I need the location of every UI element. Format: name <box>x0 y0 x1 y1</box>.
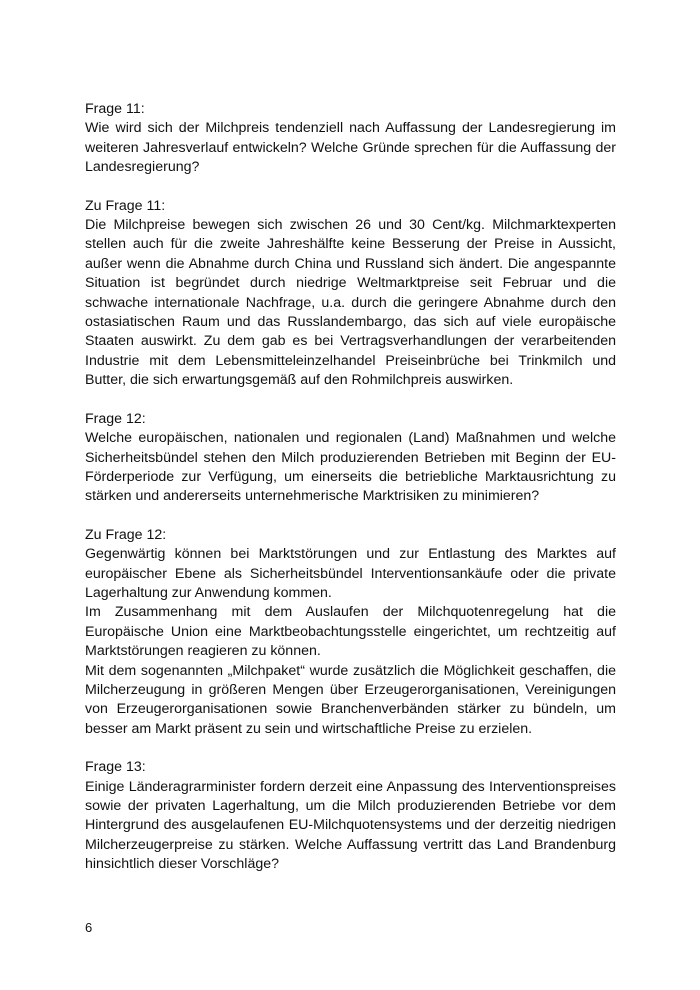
answer-11-heading: Zu Frage 11: <box>85 197 166 214</box>
answer-12-text-3: Mit dem sogenannten „Milchpaket“ wurde zusätzlich die Möglichkeit geschaffen, die Milcherzeugung in größeren Mengen über Erzeugerorganisationen, Vereinigungen von Erzeugerorganisationen sowie Branchenverbänden stärker zu bündeln, um besser am Markt präsent zu sein und wirtschaftliche Preise zu erzielen. <box>85 662 616 737</box>
question-13-text: Einige Länderagrarminister fordern derzeit eine Anpassung des Interventionspreises sowie der privaten Lagerhaltung, um die Milch produzierenden Betriebe vor dem Hintergrund des ausgelaufenen EU-Milchquotensystems und der derzeitig niedrigen Milcherzeugerpreise zu stärken. Welche Auffassung vertritt das Land Brandenburg hinsichtlich dieser Vorschläge? <box>85 778 616 873</box>
question-11-heading: Frage 11: <box>85 101 145 117</box>
document-page <box>85 100 616 894</box>
question-12-text: Welche europäischen, nationalen und regionalen (Land) Maßnahmen und welche Sicherheitsbündel stehen den Milch produzierenden Betrieben mit Beginn der EU-Förderperiode zur Verfügung, um einerseits die betriebliche Marktausrichtung zu stärken und andererseits unternehmerische Marktrisiken zu minimieren? <box>85 430 616 505</box>
answer-12 <box>85 526 616 739</box>
answer-12-text-1: Gegenwärtig können bei Marktstörungen und zur Entlastung des Marktes auf europäischer Ebene als Sicherheitsbündel Interventionsankäufe oder die private Lagerhaltung zur Anwendung kommen. <box>85 546 616 601</box>
question-12-heading: Frage 12: <box>85 410 146 427</box>
answer-11-text: Die Milchpreise bewegen sich zwischen 26 und 30 Cent/kg. Milchmarktexperten stellen auch für die zweite Jahreshälfte keine Besserung der Preise in Aussicht, außer wenn die Abnahme durch China und Russland sich ändert. Die angespannte Situation ist begründet durch niedrige Weltmarktpreise seit Februar und die schwache internationale Nachfrage, u.a. durch die geringere Abnahme durch den ostasiatischen Raum und das Russlandembargo, das sich auf viele europäische Staaten auswirkt. Zu dem gab es bei Vertragsverhandlungen der verarbeitenden Industrie mit dem Lebensmitteleinzelhandel Preiseinbrüche bei Trinkmilch und Butter, die sich erwartungsgemäß auf den Rohmilchpreis auswirken. <box>85 217 616 389</box>
question-11 <box>85 100 616 178</box>
answer-12-heading: Zu Frage 12: <box>85 526 167 543</box>
answer-12-text-2: Im Zusammenhang mit dem Auslaufen der Milchquotenregelung hat die Europäische Union eine Marktbeobachtungsstelle eingerichtet, um rechtzeitig auf Marktstörungen reagieren zu können. <box>85 604 616 660</box>
question-13 <box>85 758 616 874</box>
page-number: 6 <box>85 920 93 935</box>
question-12 <box>85 410 616 507</box>
question-13-heading: Frage 13: <box>85 759 146 776</box>
question-11-text: Wie wird sich der Milchpreis tendenziell nach Auffassung der Landesregierung im weiteren Jahresverlauf entwickeln? Welche Gründe sprechen für die Auffassung der Landesregierung? <box>85 120 616 176</box>
answer-11 <box>85 197 616 391</box>
